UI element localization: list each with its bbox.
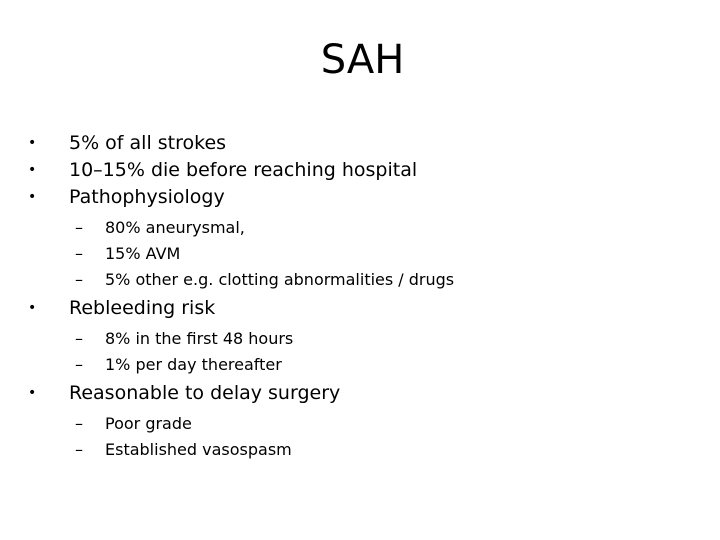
bullet-dot-icon: • — [28, 135, 37, 151]
sub-list — [24, 326, 684, 378]
bullet-list — [24, 130, 684, 465]
dash-icon: – — [75, 355, 83, 374]
sub-text: 8% in the first 48 hours — [105, 329, 294, 348]
dash-icon: – — [75, 218, 83, 237]
sub-text: 5% other e.g. clotting abnormalities / drugs — [105, 270, 455, 289]
dash-icon: – — [75, 329, 83, 348]
sub-item — [24, 267, 684, 293]
dash-icon: – — [75, 414, 83, 433]
bullet-text: Pathophysiology — [69, 186, 225, 208]
bullet-text: Reasonable to delay surgery — [69, 382, 341, 404]
bullet-item — [24, 157, 684, 184]
sub-item — [24, 326, 684, 352]
sub-item — [24, 241, 684, 267]
sub-list — [24, 411, 684, 463]
bullet-dot-icon: • — [28, 385, 37, 401]
dash-icon: – — [75, 270, 83, 289]
bullet-text: 10–15% die before reaching hospital — [69, 159, 418, 181]
bullet-item — [24, 184, 684, 211]
sub-text: 1% per day thereafter — [105, 355, 282, 374]
dash-icon: – — [75, 244, 83, 263]
dash-icon: – — [75, 440, 83, 459]
sub-text: Established vasospasm — [105, 440, 292, 459]
sub-text: 80% aneurysmal, — [105, 218, 245, 237]
bullet-text: 5% of all strokes — [69, 132, 227, 154]
bullet-dot-icon: • — [28, 189, 37, 205]
sub-text: 15% AVM — [105, 244, 181, 263]
sub-item — [24, 437, 684, 463]
sub-item — [24, 411, 684, 437]
bullet-dot-icon: • — [28, 162, 37, 178]
sub-text: Poor grade — [105, 414, 192, 433]
bullet-dot-icon: • — [28, 300, 37, 316]
bullet-text: Rebleeding risk — [69, 297, 216, 319]
bullet-item — [24, 380, 684, 407]
bullet-item — [24, 130, 684, 157]
bullet-item — [24, 295, 684, 322]
sub-item — [24, 215, 684, 241]
slide-title: SAH — [320, 37, 405, 83]
sub-item — [24, 352, 684, 378]
sub-list — [24, 215, 684, 293]
